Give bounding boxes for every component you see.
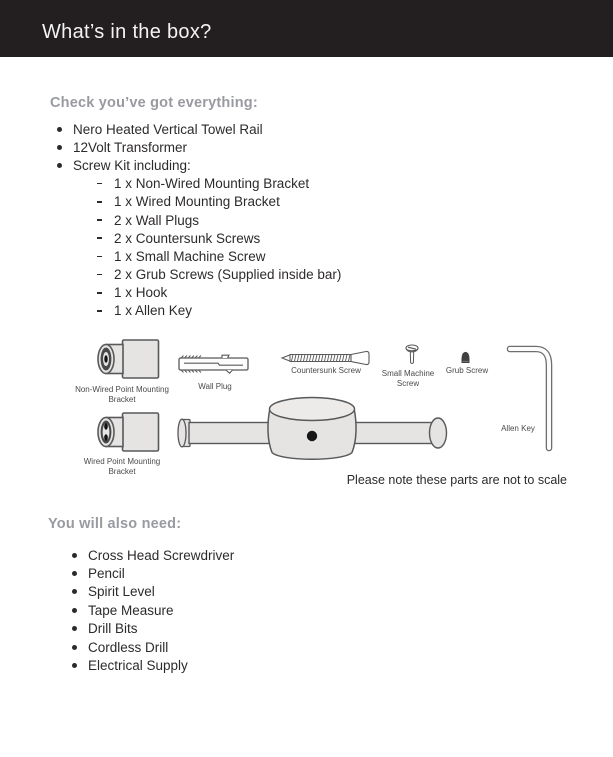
bullet-icon [72,608,77,613]
grub-screw-hole-icon [307,431,317,441]
bullet-icon [72,645,77,650]
bullet-icon [57,127,62,132]
dash-icon [97,183,102,185]
header-bar [0,0,613,57]
part-label-grub-screw: Grub Screw [445,366,489,375]
list-item-label: Pencil [88,566,125,582]
sub-list-item-label: 1 x Small Machine Screw [114,248,266,264]
sub-list-item [97,175,341,193]
sub-list-item-label: 1 x Hook [114,285,168,301]
list-item [57,156,341,174]
wired-bracket-illustration [93,411,161,453]
list-item-label: Spirit Level [88,584,155,600]
part-label-wired-bracket: Wired Point Mounting Bracket [83,457,161,476]
sub-list-item [97,247,341,265]
grub-screw-illustration [460,351,471,364]
checklist [57,120,341,320]
list-item-label: Nero Heated Vertical Towel Rail [73,121,263,137]
sub-list-item-label: 1 x Non-Wired Mounting Bracket [114,176,310,192]
list-item [57,138,341,156]
sub-list-item-label: 2 x Wall Plugs [114,212,200,228]
dash-icon [97,274,102,276]
part-label-small-machine-screw: Small Machine Screw [381,369,435,388]
bullet-icon [72,571,77,576]
list-item [72,620,234,638]
sub-list-item-label: 1 x Allen Key [114,303,193,319]
allen-key-illustration [505,340,563,452]
list-item-label: Tape Measure [88,602,174,618]
part-label-wall-plug: Wall Plug [198,382,232,391]
list-item-label: Screw Kit including: [73,157,191,173]
sub-list-item [97,229,341,247]
also-need-list [72,546,234,675]
list-item [72,564,234,582]
bullet-icon [72,663,77,668]
bullet-icon [72,553,77,558]
bullet-icon [57,163,62,168]
dash-icon [97,310,102,312]
part-label-countersunk-screw: Countersunk Screw [291,366,361,375]
sub-list-item [97,193,341,211]
dash-icon [97,256,102,258]
small-machine-screw-illustration [404,344,420,366]
list-item-label: Cordless Drill [88,639,169,655]
list-item-label: 12Volt Transformer [73,139,188,155]
bullet-icon [57,145,62,150]
list-item [72,638,234,656]
page-title: What’s in the box? [42,21,212,43]
part-label-allen-key: Allen Key [501,424,535,433]
dash-icon [97,201,102,203]
sub-list-item [97,302,341,320]
sub-list-item [97,266,341,284]
list-item [72,601,234,619]
dash-icon [97,292,102,294]
checklist-heading: Check you’ve got everything: [50,95,258,111]
list-item [57,120,341,138]
dash-icon [97,219,102,221]
wall-plug-illustration [176,349,254,379]
list-item [72,583,234,601]
list-item-label: Electrical Supply [88,658,188,674]
sub-list-item-label: 2 x Grub Screws (Supplied inside bar) [114,267,342,283]
sub-list-item [97,211,341,229]
sub-list-item-label: 1 x Wired Mounting Bracket [114,194,280,210]
bullet-icon [72,589,77,594]
list-item [72,546,234,564]
list-item [72,656,234,674]
also-need-heading: You will also need: [48,516,182,532]
towel-rail-bar-illustration [172,395,457,467]
sub-list-item-label: 2 x Countersunk Screws [114,230,261,246]
sub-list-item [97,284,341,302]
list-item-label: Drill Bits [88,621,138,637]
bullet-icon [72,626,77,631]
non-wired-bracket-illustration [93,338,161,380]
scale-note: Please note these parts are not to scale [346,473,567,487]
countersunk-screw-illustration [280,350,372,366]
list-item-label: Cross Head Screwdriver [88,547,235,563]
dash-icon [97,237,102,239]
part-label-non-wired-bracket: Non-Wired Point Mounting Bracket [75,385,169,404]
